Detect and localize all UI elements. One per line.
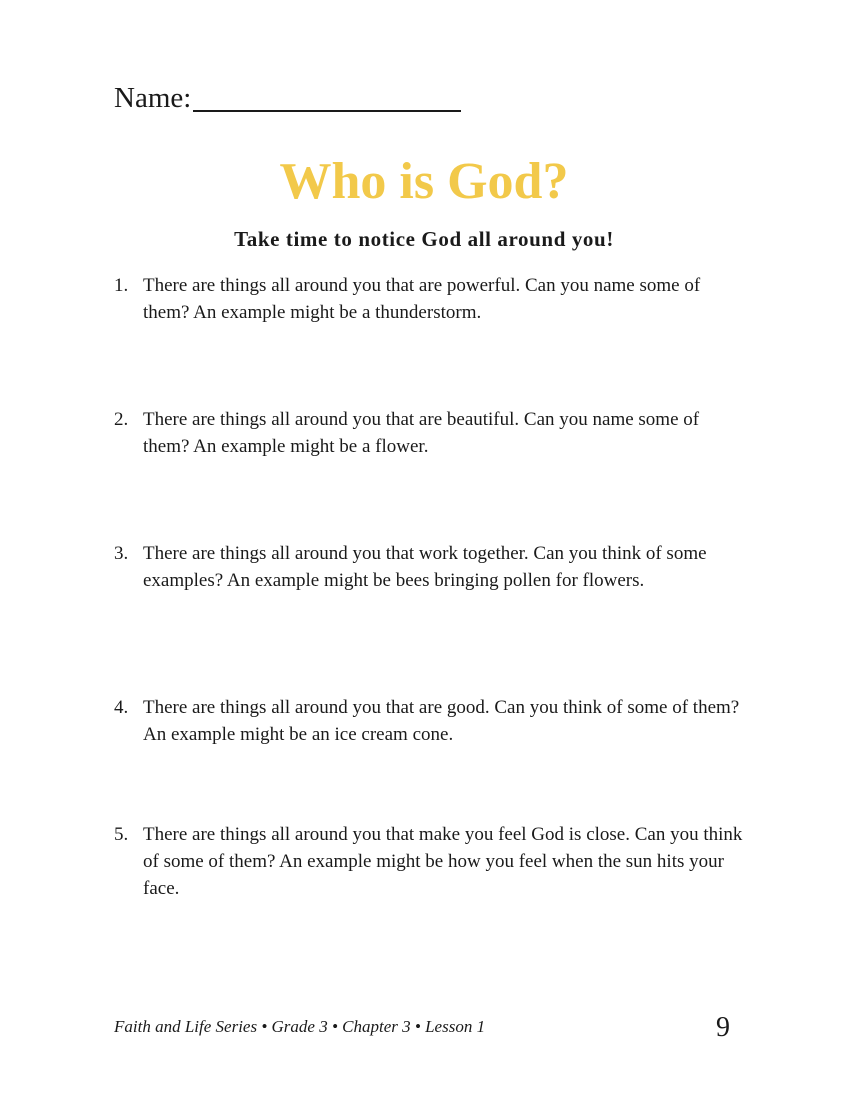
page-number: 9 — [716, 1012, 730, 1043]
question-text: There are things all around you that are good. Can you think of some of them? An example might be an ice cream cone. — [143, 697, 740, 745]
page-subtitle: Take time to notice God all around you! — [234, 227, 614, 251]
question-item — [114, 694, 744, 748]
question-number: 4. — [114, 697, 129, 718]
name-field-row — [114, 80, 461, 116]
question-item — [114, 272, 744, 326]
question-item — [114, 821, 744, 902]
question-item — [114, 406, 744, 460]
question-number: 2. — [114, 409, 129, 430]
question-text: There are things all around you that are beautiful. Can you name some of them? An example might be a flower. — [143, 409, 700, 457]
name-blank-line[interactable] — [193, 82, 461, 112]
page-title: Who is God? — [279, 153, 569, 210]
question-text: There are things all around you that work together. Can you think of some examples? An example might be bees bringing pollen for flowers. — [143, 543, 707, 591]
question-number: 3. — [114, 543, 129, 564]
question-number: 5. — [114, 824, 129, 845]
question-text: There are things all around you that make you feel God is close. Can you think of some of them? An example might be how you feel when the sun hits your face. — [143, 824, 743, 899]
question-text: There are things all around you that are powerful. Can you name some of them? An example might be a thunderstorm. — [143, 275, 701, 323]
question-item — [114, 540, 744, 594]
name-label: Name: — [114, 82, 192, 114]
footer-series-info: Faith and Life Series • Grade 3 • Chapter 3 • Lesson 1 — [114, 1017, 486, 1036]
question-number: 1. — [114, 275, 129, 296]
